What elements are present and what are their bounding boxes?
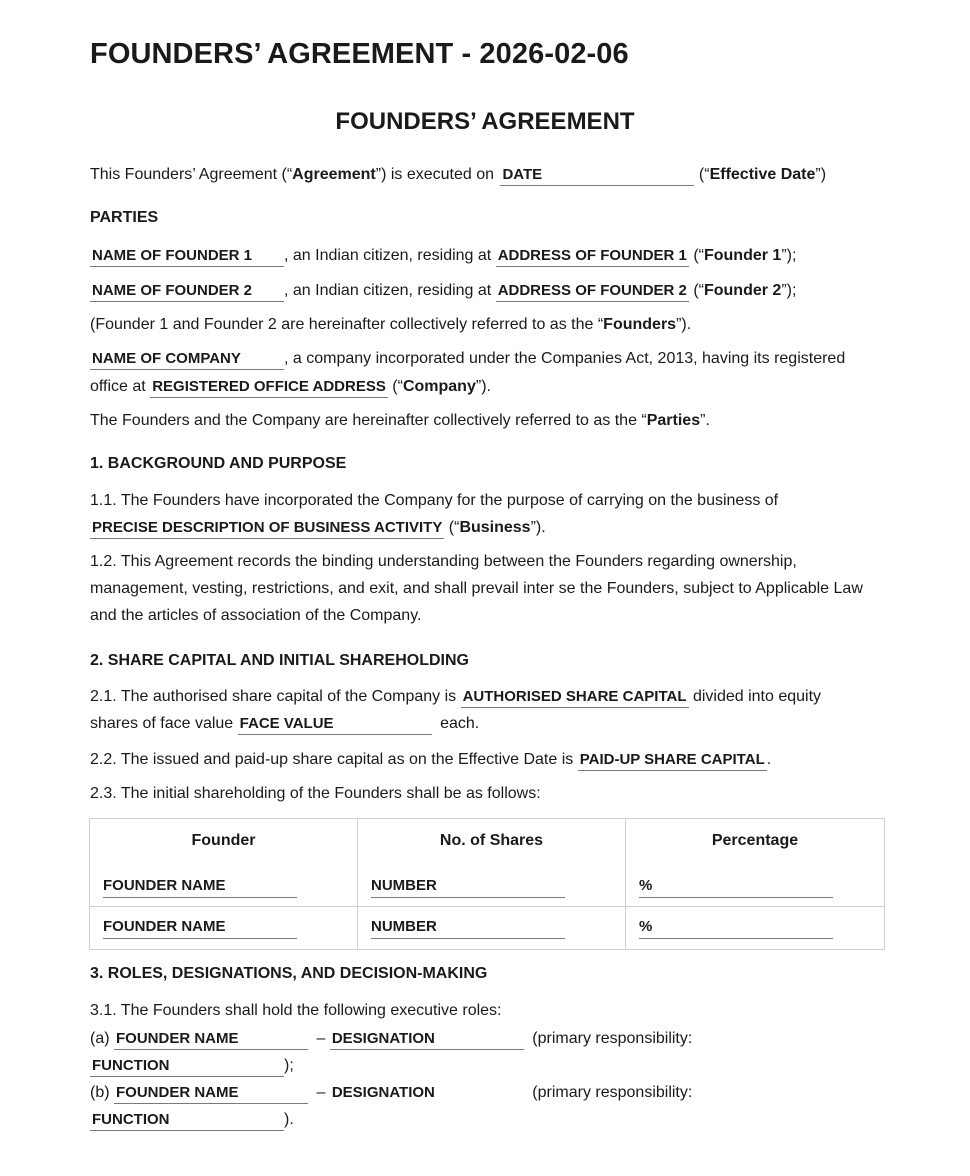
date-field[interactable]: DATE bbox=[500, 165, 694, 186]
col-header-shares: No. of Shares bbox=[358, 819, 626, 863]
table-row bbox=[90, 907, 885, 950]
paid-up-capital-field[interactable]: PAID-UP SHARE CAPITAL bbox=[578, 750, 767, 771]
col-header-percentage: Percentage bbox=[626, 819, 885, 863]
percentage-field[interactable]: % bbox=[639, 876, 833, 898]
intro-line: This Founders’ Agreement (“Agreement”) is executed on DATE (“Effective Date”) bbox=[90, 165, 826, 186]
founder2-address-field[interactable]: ADDRESS OF FOUNDER 2 bbox=[496, 281, 689, 302]
founder-name-field[interactable]: FOUNDER NAME bbox=[103, 876, 297, 898]
role-b-function-field[interactable]: FUNCTION bbox=[90, 1110, 284, 1131]
role-a-designation-field[interactable]: DESIGNATION bbox=[330, 1029, 524, 1050]
company-name-field[interactable]: NAME OF COMPANY bbox=[90, 349, 284, 370]
document-title: FOUNDERS’ AGREEMENT - 2026-02-06 bbox=[90, 38, 629, 70]
role-a-function-field[interactable]: FUNCTION bbox=[90, 1056, 284, 1077]
founder1-name-field[interactable]: NAME OF FOUNDER 1 bbox=[90, 246, 284, 267]
company-line-1: NAME OF COMPANY , a company incorporated under the Companies Act, 2013, having its registered bbox=[90, 349, 845, 370]
founder-name-field[interactable]: FOUNDER NAME bbox=[103, 917, 297, 939]
percentage-field[interactable]: % bbox=[639, 917, 833, 939]
share-number-field[interactable]: NUMBER bbox=[371, 876, 565, 898]
role-a-line-2: FUNCTION ); bbox=[90, 1056, 294, 1077]
role-a-line-1: (a) FOUNDER NAME – DESIGNATION (primary responsibility: bbox=[90, 1029, 890, 1050]
role-a-founder-name-field[interactable]: FOUNDER NAME bbox=[114, 1029, 308, 1050]
clause-2-2: 2.2. The issued and paid-up share capital as on the Effective Date is PAID-UP SHARE CAPITAL . bbox=[90, 750, 771, 771]
clause-1-1-text: 1.1. The Founders have incorporated the Company for the purpose of carrying on the business of bbox=[90, 492, 779, 509]
section3-heading: 3. ROLES, DESIGNATIONS, AND DECISION-MAKING bbox=[90, 965, 488, 982]
document-subtitle: FOUNDERS’ AGREEMENT bbox=[335, 108, 635, 135]
clause-2-1-line-2: shares of face value FACE VALUE each. bbox=[90, 714, 479, 735]
founder1-address-field[interactable]: ADDRESS OF FOUNDER 1 bbox=[496, 246, 689, 267]
clause-2-3: 2.3. The initial shareholding of the Founders shall be as follows: bbox=[90, 785, 541, 802]
founder2-name-field[interactable]: NAME OF FOUNDER 2 bbox=[90, 281, 284, 302]
clause-2-1-line-1: 2.1. The authorised share capital of the Company is AUTHORISED SHARE CAPITAL divided into equity bbox=[90, 687, 821, 708]
clause-1-1-field-line: PRECISE DESCRIPTION OF BUSINESS ACTIVITY (“Business”). bbox=[90, 518, 546, 539]
col-header-founder: Founder bbox=[90, 819, 358, 863]
shareholding-table bbox=[89, 818, 885, 950]
share-number-field[interactable]: NUMBER bbox=[371, 917, 565, 939]
business-description-field[interactable]: PRECISE DESCRIPTION OF BUSINESS ACTIVITY bbox=[90, 518, 444, 539]
table-row bbox=[90, 862, 885, 907]
founders-collective-line: (Founder 1 and Founder 2 are hereinafter collectively referred to as the “Founders”). bbox=[90, 316, 692, 333]
role-b-designation-field[interactable]: DESIGNATION bbox=[331, 1084, 435, 1101]
role-b-founder-name-field[interactable]: FOUNDER NAME bbox=[114, 1083, 308, 1104]
parties-collective-line: The Founders and the Company are hereinafter collectively referred to as the “Parties”. bbox=[90, 412, 710, 429]
founder1-line: NAME OF FOUNDER 1 , an Indian citizen, residing at ADDRESS OF FOUNDER 1 (“Founder 1”); bbox=[90, 246, 796, 267]
registered-office-field[interactable]: REGISTERED OFFICE ADDRESS bbox=[150, 377, 388, 398]
face-value-field[interactable]: FACE VALUE bbox=[238, 714, 432, 735]
founder2-line: NAME OF FOUNDER 2 , an Indian citizen, residing at ADDRESS OF FOUNDER 2 (“Founder 2”); bbox=[90, 281, 796, 302]
role-b-line-1: (b) FOUNDER NAME – DESIGNATION (primary responsibility: bbox=[90, 1083, 890, 1104]
clause-1-2: 1.2. This Agreement records the binding understanding between the Founders regarding ownership, management, vesting, restrictions, and exit, and shall prevail inter se the Founders, subject to Applicable Law and the articles of association of the Company. bbox=[90, 553, 863, 624]
section2-heading: 2. SHARE CAPITAL AND INITIAL SHAREHOLDING bbox=[90, 652, 469, 669]
authorised-capital-field[interactable]: AUTHORISED SHARE CAPITAL bbox=[461, 687, 689, 708]
parties-heading: PARTIES bbox=[90, 209, 159, 226]
section1-heading: 1. BACKGROUND AND PURPOSE bbox=[90, 455, 347, 472]
company-line-2: office at REGISTERED OFFICE ADDRESS (“Company”). bbox=[90, 377, 491, 398]
role-b-line-2: FUNCTION ). bbox=[90, 1110, 294, 1131]
clause-3-1: 3.1. The Founders shall hold the following executive roles: bbox=[90, 1002, 502, 1019]
table-header-row bbox=[90, 819, 885, 863]
